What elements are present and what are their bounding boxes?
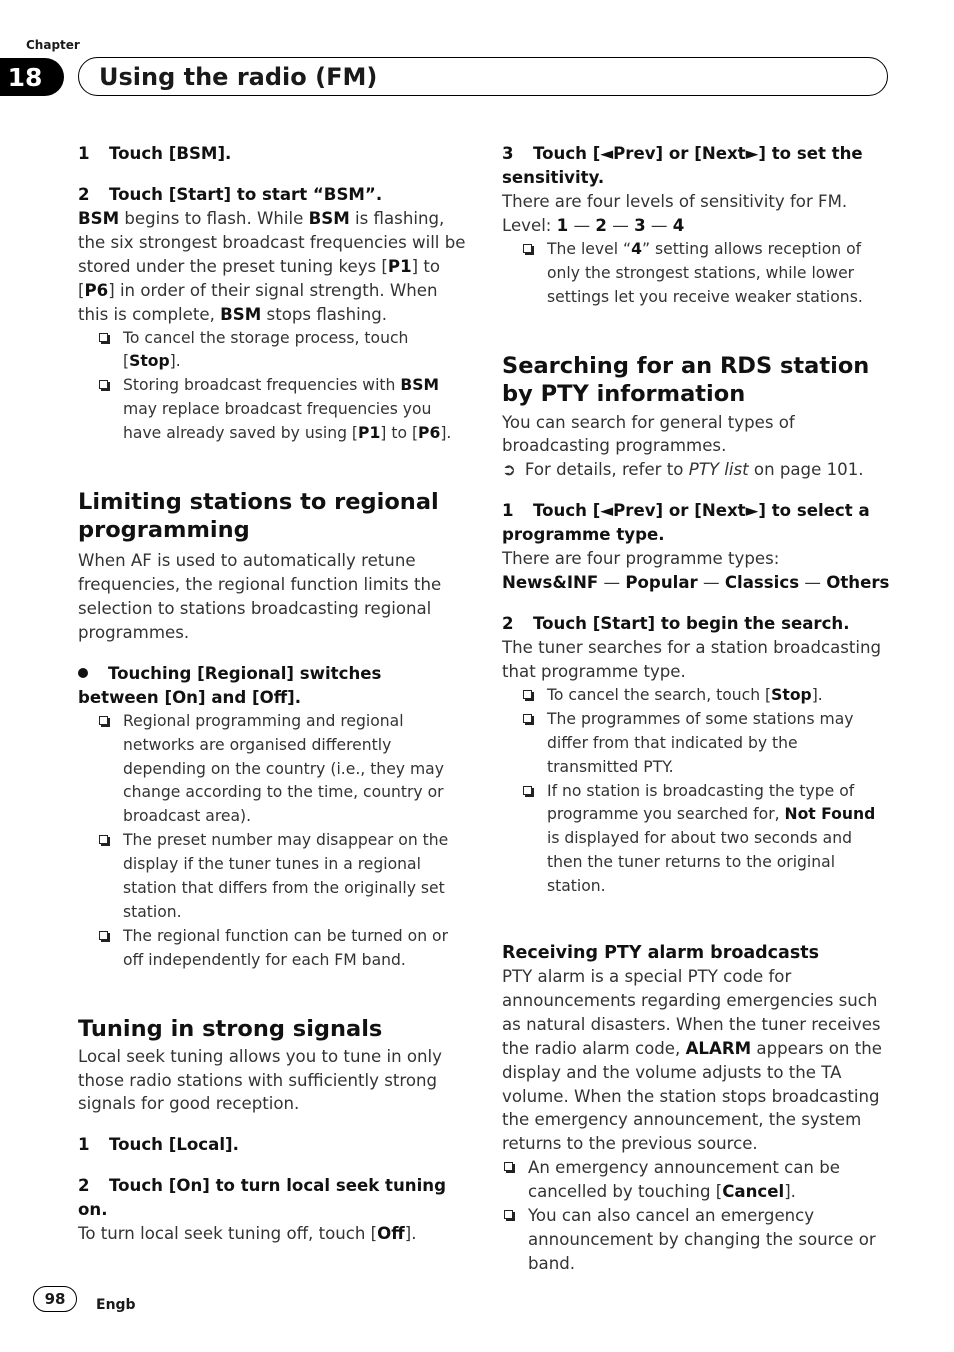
bsm-paragraph: BSM begins to flash. While BSM is flashing, the six strongest broadcast frequencies will be stored under the preset tuning keys [P1] to [P6] in order of their signal strength. When this is complete, BSM stops flashing. <box>78 209 466 324</box>
step-start-bsm: 2 Touch [Start] to start “BSM”. <box>78 185 383 204</box>
pty-types-list: News&INF — Popular — Classics — Others <box>502 573 890 593</box>
note-checkbox-icon <box>521 712 537 728</box>
step-sensitivity: 3 Touch [◄Prev] or [Next►] to set the sensitivity. <box>502 144 863 187</box>
right-column <box>502 142 890 1276</box>
page-number: 98 <box>33 1286 77 1312</box>
pty-types-intro: There are four programme types: <box>502 549 780 569</box>
note-regional-1: Regional programming and regional networks are organised differently depending on the country (i.e., they may change according to the time, country or broadcast area). <box>78 710 466 830</box>
step-begin-search: 2 Touch [Start] to begin the search. <box>502 614 850 634</box>
pty-search-paragraph: The tuner searches for a station broadcasting that programme type. <box>502 638 882 681</box>
note-cancel-search: To cancel the search, touch [Stop]. <box>502 684 890 708</box>
heading-pty-search: Searching for an RDS station by PTY information <box>502 352 870 407</box>
heading-regional: Limiting stations to regional programming <box>78 489 439 544</box>
strong-paragraph: Local seek tuning allows you to tune in only those radio stations with sufficiently strong signals for good reception. <box>78 1046 442 1114</box>
note-checkbox-icon <box>97 378 113 394</box>
note-cancel-alarm: An emergency announcement can be cancelled by touching [Cancel]. <box>502 1156 890 1204</box>
note-checkbox-icon <box>521 688 537 704</box>
language-code: Engb <box>96 1297 136 1313</box>
heading-pty-alarm: Receiving PTY alarm broadcasts <box>502 943 820 964</box>
note-cancel-storage: To cancel the storage process, touch [Stop]. <box>78 327 466 375</box>
left-column <box>78 142 466 1246</box>
note-pty-differ: The programmes of some stations may differ from that indicated by the transmitted PTY. <box>502 708 890 780</box>
note-bsm-overwrite: Storing broadcast frequencies with BSM may replace broadcast frequencies you have already saved by using [P1] to [P6]. <box>78 374 466 446</box>
step-local-on: 2 Touch [On] to turn local seek tuning on. <box>78 1176 446 1220</box>
chapter-label: Chapter <box>26 38 80 52</box>
note-checkbox-icon <box>502 1160 518 1176</box>
note-level-4: The level “4” setting allows reception of only the strongest stations, while lower settings let you receive weaker stations. <box>502 238 890 310</box>
alarm-paragraph: PTY alarm is a special PTY code for announcements regarding emergencies such as natural disasters. When the tuner receives the radio alarm code, ALARM appears on the display and the volume adjusts to the TA volume. When the station stops broadcasting the emergency announcement, the system returns to the previous source. <box>502 967 882 1154</box>
reference-arrow-icon: ➲ <box>502 460 516 480</box>
sensitivity-levels: Level: 1 — 2 — 3 — 4 <box>502 215 685 235</box>
regional-paragraph: When AF is used to automatically retune frequencies, the regional function limits the selection to stations broadcasting regional programmes. <box>78 551 442 642</box>
step-touch-bsm: 1 Touch [BSM]. <box>78 144 232 163</box>
note-checkbox-icon <box>97 714 113 730</box>
local-off-paragraph: To turn local seek tuning off, touch [Off]. <box>78 1224 417 1244</box>
note-change-source: You can also cancel an emergency announcement by changing the source or band. <box>502 1204 890 1276</box>
step-regional-toggle: Touching [Regional] switches between [On] and [Off]. <box>78 663 382 707</box>
note-regional-3: The regional function can be turned on or off independently for each FM band. <box>78 925 466 973</box>
heading-strong-signals: Tuning in strong signals <box>78 1015 383 1042</box>
bullet-icon <box>78 668 88 678</box>
sensitivity-paragraph: There are four levels of sensitivity for FM. <box>502 192 848 211</box>
note-regional-2: The preset number may disappear on the display if the tuner tunes in a regional station that differs from the originally set station. <box>78 829 466 925</box>
note-checkbox-icon <box>521 784 537 800</box>
note-checkbox-icon <box>97 331 113 347</box>
pty-reference: ➲ For details, refer to PTY list on page 101. <box>502 458 890 482</box>
pty-paragraph: You can search for general types of broadcasting programmes. <box>502 412 795 456</box>
note-not-found: If no station is broadcasting the type of programme you searched for, Not Found is displayed for about two seconds and then the tuner returns to the original station. <box>502 780 890 900</box>
chapter-title: Using the radio (FM) <box>78 57 888 96</box>
step-touch-local: 1 Touch [Local]. <box>78 1135 239 1155</box>
chapter-number-tab: 18 <box>0 58 64 96</box>
note-checkbox-icon <box>97 833 113 849</box>
note-checkbox-icon <box>502 1208 518 1224</box>
note-checkbox-icon <box>97 929 113 945</box>
step-select-pty: 1 Touch [◄Prev] or [Next►] to select a programme type. <box>502 501 870 545</box>
note-checkbox-icon <box>521 242 537 258</box>
